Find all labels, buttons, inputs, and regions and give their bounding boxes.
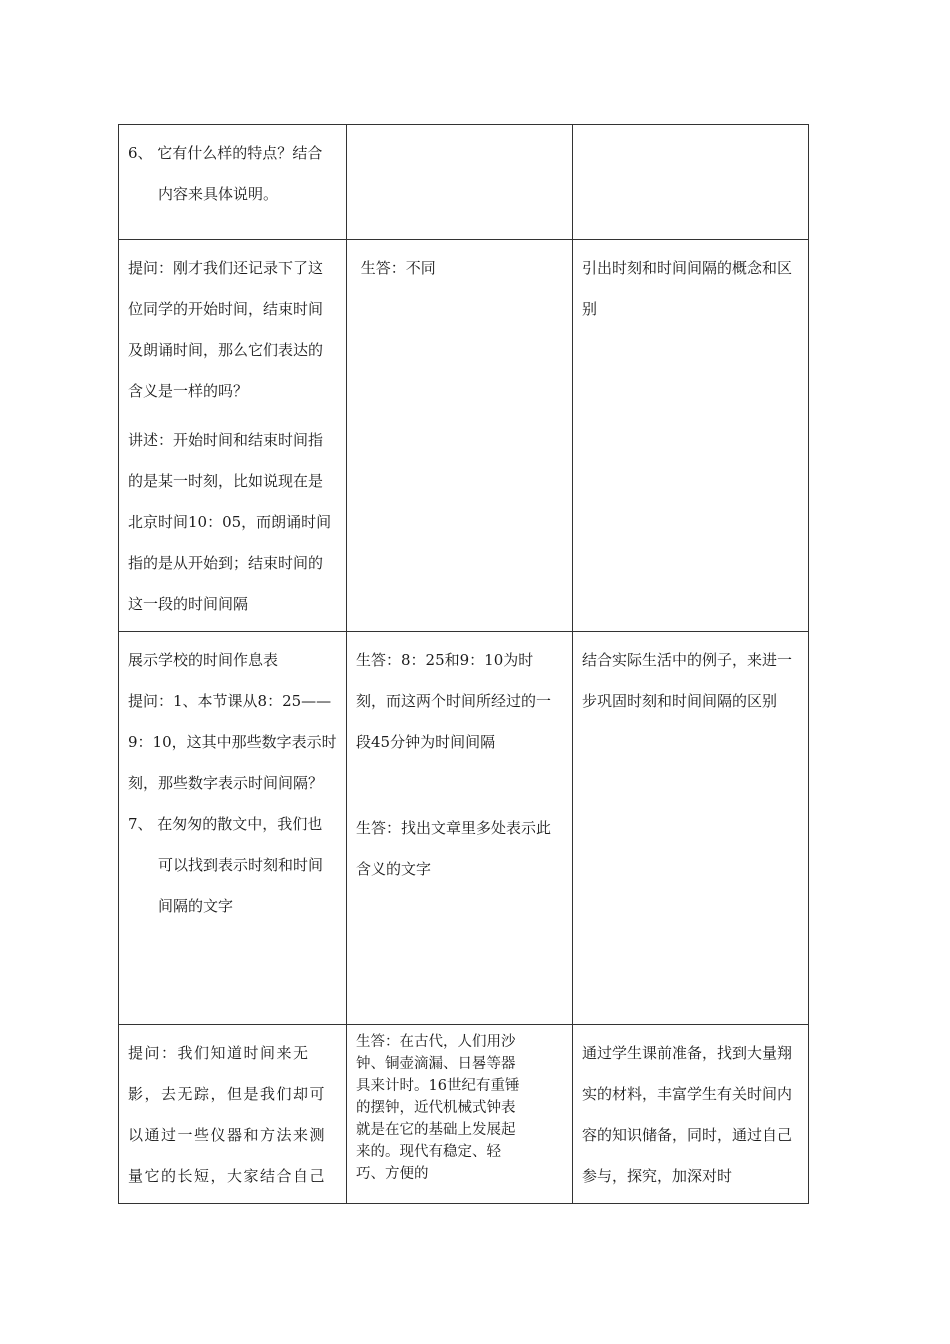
design-intent-cell [573, 240, 809, 632]
student-activity-cell [347, 632, 573, 1025]
design-intent-text: 通过学生课前准备，找到大量翔实的材料，丰富学生有关时间内容的知识储备，同时，通过自己参与，探究，加深对时 [582, 1044, 793, 1185]
design-intent-cell [573, 125, 809, 240]
question-text: 提问：我们知道时间来无影，去无踪，但是我们却可以通过一些仪器和方法来测量它的长短，大家结合自己 [128, 1044, 327, 1185]
teacher-activity-cell [119, 240, 347, 632]
student-answer-text: 生答：8：25和9：10为时刻，而这两个时间所经过的一段45分钟为时间间隔 [356, 651, 552, 751]
design-intent-cell [573, 1025, 809, 1204]
student-activity-cell [347, 240, 573, 632]
table-row [119, 240, 809, 632]
question-6-text: 6、 它有什么样的特点？结合内容来具体说明。 [128, 144, 323, 203]
student-activity-cell [347, 125, 573, 240]
table-row [119, 125, 809, 240]
table-row [119, 632, 809, 1025]
explanation-text: 讲述：开始时间和结束时间指的是某一时刻，比如说现在是北京时间10：05，而朗诵时间指的是从开始到；结束时间的这一段的时间间隔 [128, 431, 332, 613]
question-7-text: 7、 在匆匆的散文中，我们也可以找到表示时刻和时间间隔的文字 [128, 815, 324, 915]
design-intent-cell [573, 632, 809, 1025]
student-answer-text: 生答：不同 [356, 259, 436, 277]
teacher-activity-cell [119, 632, 347, 1025]
table-row [119, 1025, 809, 1204]
student-answer-text: 生答：在古代，人们用沙钟、铜壶滴漏、日晷等器具来计时。16世纪有重锤的摆钟，近代机械式钟表就是在它的基础上发展起来的。现代有稳定、轻巧、方便的 [356, 1034, 520, 1182]
design-intent-text: 引出时刻和时间间隔的概念和区别 [582, 259, 793, 318]
teacher-activity-cell [119, 125, 347, 240]
student-answer-text: 生答：找出文章里多处表示此含义的文字 [356, 819, 552, 878]
design-intent-text: 结合实际生活中的例子，来进一步巩固时刻和时间间隔的区别 [582, 651, 793, 710]
question-text: 提问：1、本节课从8：25——9：10，这其中那些数字表示时刻，那些数字表示时间间隔？ [128, 692, 337, 792]
student-activity-cell [347, 1025, 573, 1204]
schedule-text: 展示学校的时间作息表 [128, 651, 279, 669]
teacher-activity-cell [119, 1025, 347, 1204]
lesson-plan-table [118, 124, 809, 1204]
question-text: 提问：刚才我们还记录下了这位同学的开始时间，结束时间及朗诵时间，那么它们表达的含义是一样的吗？ [128, 259, 324, 400]
